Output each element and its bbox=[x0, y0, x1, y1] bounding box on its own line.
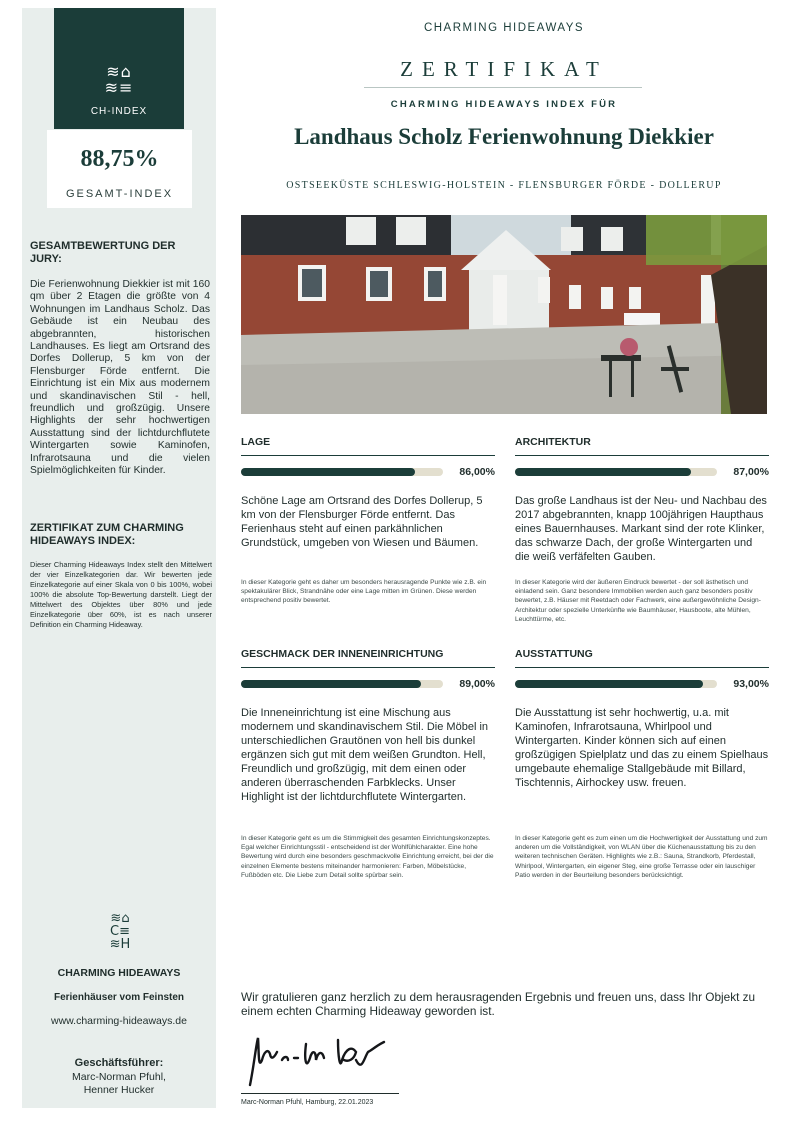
category-progress-bar bbox=[241, 468, 443, 476]
house-wave-icon: ≋⌂ ≋≡ bbox=[104, 62, 134, 97]
category-architektur bbox=[515, 436, 769, 623]
category-note: In dieser Kategorie geht es zum einen um die Hochwertigkeit der Ausstattung und zum anderen um die Vollständigkeit, von WLAN über die Küchenausstattung bis zu den weiteren technischen Geräten. Highlights wie z.B.: Sauna, Strandkorb, Pferdestall, Whirlpool, Wintergarten, ein eigener Steg, eine große Terrasse oder ein lauschiger Patio werden in der Beurteilung besonders berücksichtigt. bbox=[515, 835, 768, 879]
property-photo bbox=[241, 215, 767, 414]
category-progress-fill bbox=[241, 680, 421, 688]
category-progress-bar bbox=[515, 468, 717, 476]
category-inneneinrichtung bbox=[241, 648, 495, 879]
category-note: In dieser Kategorie wird der äußeren Eindruck bewertet - der soll ästhetisch und einladend sein. Ganz besondere Immobilien werden auch ganz besonders positiv bewertet, z.B. Häuser mit Reetdach oder Fachwerk, eine außergewöhnliche Design-Architektur oder spezielle Unterkünfte wie Baumhäuser, Hausboote, alte Mühlen, Leuchttürme, etc. bbox=[515, 579, 761, 623]
jury-heading: GESAMTBEWERTUNG DER JURY: bbox=[30, 240, 176, 265]
manager-2: Henner Hucker bbox=[83, 1084, 155, 1096]
category-note: In dieser Kategorie geht es daher um besonders herausragende Punkte wie z.B. ein spektakulärer Blick, Strandnähe oder eine Lage mitten im Grünen. Diese werden entsprechend positiv bewertet. bbox=[241, 579, 487, 605]
certificate-title: ZERTIFIKAT bbox=[400, 57, 608, 81]
managers-names bbox=[22, 1071, 216, 1097]
certificate-subtitle: CHARMING HIDEAWAYS INDEX FÜR bbox=[390, 99, 618, 110]
manager-1: Marc-Norman Pfuhl, bbox=[72, 1071, 166, 1083]
category-bar-row bbox=[515, 678, 769, 690]
total-score: 88,75% bbox=[80, 146, 159, 172]
category-progress-fill bbox=[515, 468, 691, 476]
signature-line bbox=[241, 1093, 399, 1094]
total-score-box bbox=[47, 130, 192, 208]
category-description: Die Ausstattung ist sehr hochwertig, u.a. mit Kaminofen, Infrarotsauna, Whirlpool und Wintergarten. Kinder können sich auf einen großzügigen Spielplatz und das zu einem Spielhaus umgebaute ehemalige Stallgebäude mit Billard, Tischtennis, Airhockey usw. freuen. bbox=[515, 707, 769, 789]
category-progress-fill bbox=[241, 468, 415, 476]
congratulations-text: Wir gratulieren ganz herzlich zu dem herausragenden Ergebnis und freuen uns, dass Ihr Objekt zu einem echten Charming Hideaway geworden ist. bbox=[241, 990, 756, 1018]
category-title: LAGE bbox=[241, 436, 495, 456]
category-progress-bar bbox=[515, 680, 717, 688]
category-ausstattung bbox=[515, 648, 769, 879]
category-title: AUSSTATTUNG bbox=[515, 648, 769, 668]
category-percent: 87,00% bbox=[733, 466, 769, 478]
category-bar-row bbox=[515, 466, 769, 478]
signature-caption: Marc-Norman Pfuhl, Hamburg, 22.01.2023 bbox=[241, 1099, 374, 1106]
title-divider bbox=[364, 87, 642, 88]
category-title: GESCHMACK DER INNENEINRICHTUNG bbox=[241, 648, 495, 668]
category-description: Das große Landhaus ist der Neu- und Nachbau des 2017 abgebrannten, knapp 100jährigen Haupthaus eines Bauernhauses. Markant sind der rote Klinker, das schwarze Dach, der große Wintergarten und die weiß verfäfelten Gauben. bbox=[515, 495, 767, 563]
category-description: Die Inneneinrichtung ist eine Mischung aus modernem und skandinavischem Stil. Die Möbel in unterschiedlichen Grautönen von hell bis dunkel ergänzen sich gut mit dem weißen Grundton. Hell, Freundlich und großzügig, mit dem einen oder anderen überraschenden Farbklecks. Unser Highlight ist der lichtdurchflutete Wintergarten. bbox=[241, 707, 489, 803]
property-name: Landhaus Scholz Ferienwohnung Diekkier bbox=[294, 124, 714, 149]
category-note: In dieser Kategorie geht es um die Stimmigkeit des gesamten Einrichtungskonzeptes. Egal welcher Einrichtungsstil - entscheidend ist der Wohlfühlcharakter. Eine hohe Bewertung wird durch eine besonders geschmackvolle Einrichtung erreicht, bei der die einzelnen Elemente bestens miteinander harmonieren: Farben, Möbelstücke, Fußböden etc. Die Liebe zum Detail sollte spürbar sein. bbox=[241, 835, 494, 879]
total-score-label: GESAMT-INDEX bbox=[65, 188, 174, 200]
category-progress-fill bbox=[515, 680, 703, 688]
property-region: OSTSEEKÜSTE SCHLESWIG-HOLSTEIN - FLENSBURGER FÖRDE - DOLLERUP bbox=[286, 180, 722, 191]
jury-text: Die Ferienwohnung Diekkier ist mit 160 qm über 2 Etagen die größte von 4 Wohnungen im Landhaus Scholz. Das Gebäude ist ein Neubau des abgebrannten, historischen Landhauses. Es liegt am Ortsrand des Dorfes Dollerup, 5 km von der Flensburger Förde entfernt. Die Einrichtung ist ein Mix aus modernem und skandinavischen Stil - hell, freundlich und großzügig. Unsere Highlights der sehr hochwertigen Ausstattung sind der lichtdurchflutete Wintergarten sowie Kaminofen, Infrarotsauna und die vielen Spielmöglichkeiten für Kinder. bbox=[30, 279, 210, 477]
sidebar-url[interactable]: www.charming-hideaways.de bbox=[51, 1015, 187, 1027]
signature bbox=[244, 1030, 404, 1090]
category-description: Schöne Lage am Ortsrand des Dorfes Dollerup, 5 km von der Flensburger Förde entfernt. Das Ferienhaus steht auf einen parkähnlichen Grundstück, umgeben von Wiesen und Bäumen. bbox=[241, 495, 483, 549]
category-percent: 86,00% bbox=[459, 466, 495, 478]
header-brand bbox=[240, 22, 768, 34]
managers-label: Geschäftsführer: bbox=[74, 1057, 164, 1069]
logo-label: CH-INDEX bbox=[90, 106, 148, 117]
category-lage bbox=[241, 436, 495, 605]
sidebar-tagline: Ferienhäuser vom Feinsten bbox=[53, 992, 185, 1003]
ch-monogram-icon: ≋⌂ C≡ ≋H bbox=[109, 911, 131, 952]
category-percent: 93,00% bbox=[733, 678, 769, 690]
category-bar-row bbox=[241, 466, 495, 478]
cert-heading: ZERTIFIKAT ZUM CHARMING HIDEAWAYS INDEX: bbox=[30, 522, 184, 547]
category-bar-row bbox=[241, 678, 495, 690]
ch-index-logo bbox=[54, 8, 184, 129]
category-progress-bar bbox=[241, 680, 443, 688]
brand-part: CHARMING HIDEAWAYS bbox=[423, 22, 585, 34]
category-title: ARCHITEKTUR bbox=[515, 436, 769, 456]
sidebar-brand: CHARMING HIDEAWAYS bbox=[57, 967, 181, 979]
cert-text: Dieser Charming Hideaways Index stellt den Mittelwert der vier Einzelkategorien dar. Wir bewerten jede Einzelkategorie auf einer Skala von 0 bis 100%, wobei 100% die absolute Top-Bewertung darstellt. Liegt der Mittelwert des Objektes über 80% und jede Einzelkategorie über 60%, ist es nach unserer Definition ein Charming Hideaway. bbox=[30, 560, 212, 629]
category-percent: 89,00% bbox=[459, 678, 495, 690]
